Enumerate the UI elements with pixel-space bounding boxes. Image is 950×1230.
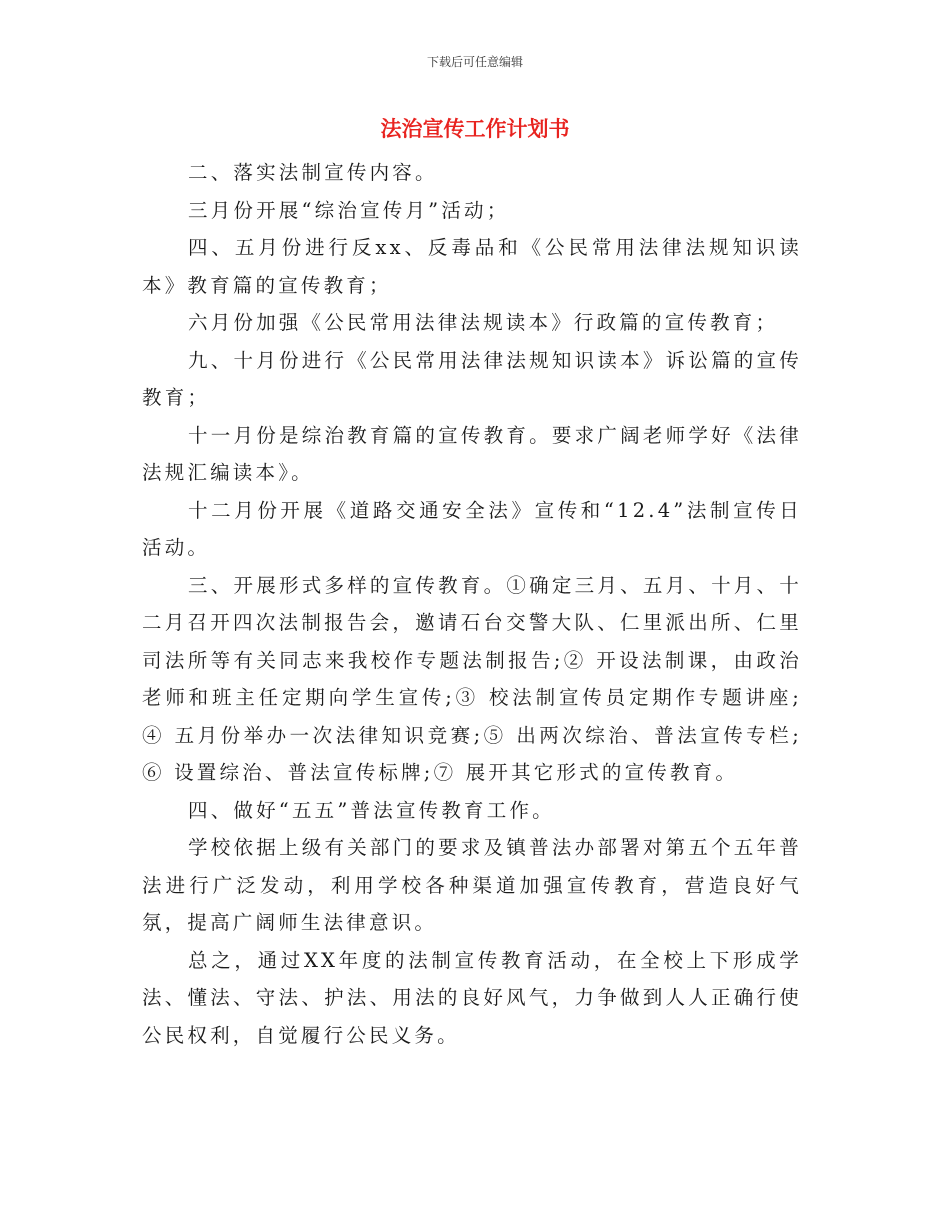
header-note: 下载后可任意编辑 bbox=[426, 55, 523, 69]
paragraph: 总之，通过XX年度的法制宣传教育活动，在全校上下形成学法、懂法、守法、护法、用法的良好风气，力争做到人人正确行使公民权利，自觉履行公民义务。 bbox=[142, 948, 802, 1047]
paragraph: 十一月份是综治教育篇的宣传教育。要求广阔老师学好《法律法规汇编读本》。 bbox=[142, 423, 802, 484]
paragraph: 六月份加强《公民常用法律法规读本》行政篇的宣传教育； bbox=[188, 311, 779, 334]
paragraph: 三月份开展“综治宣传月”活动； bbox=[188, 198, 510, 222]
paragraph: 二、落实法制宣传内容。 bbox=[188, 161, 438, 184]
paragraph: 九、十月份进行《公民常用法律法规知识读本》诉讼篇的宣传教育； bbox=[142, 348, 802, 409]
paragraph: 学校依据上级有关部门的要求及镇普法办部署对第五个五年普法进行广泛发动，利用学校各种渠道加强宣传教育，营造良好气氛，提高广阔师生法律意识。 bbox=[142, 836, 802, 934]
paragraph: 十二月份开展《道路交通安全法》宣传和“12.4”法制宣传日活动。 bbox=[142, 498, 802, 559]
paragraph: 四、五月份进行反xx、反毒品和《公民常用法律法规知识读本》教育篇的宣传教育； bbox=[142, 236, 802, 297]
document-title: 法治宣传工作计划书 bbox=[380, 117, 570, 141]
paragraph: 三、开展形式多样的宣传教育。①确定三月、五月、十月、十二月召开四次法制报告会，邀请石台交警大队、仁里派出所、仁里司法所等有关同志来我校作专题法制报告;② 开设法制课，由政治老师和班主任定期向学生宣传;③ 校法制宣传员定期作专题讲座;④ 五月份举办一次法律知识竞赛;⑤ 出两次综治、普法宣传专栏;⑥ 设置综治、普法宣传标牌;⑦ 展开其它形式的宣传教育。 bbox=[142, 573, 802, 784]
document-body bbox=[142, 154, 802, 1054]
paragraph: 四、做好“五五”普法宣传教育工作。 bbox=[188, 798, 555, 822]
